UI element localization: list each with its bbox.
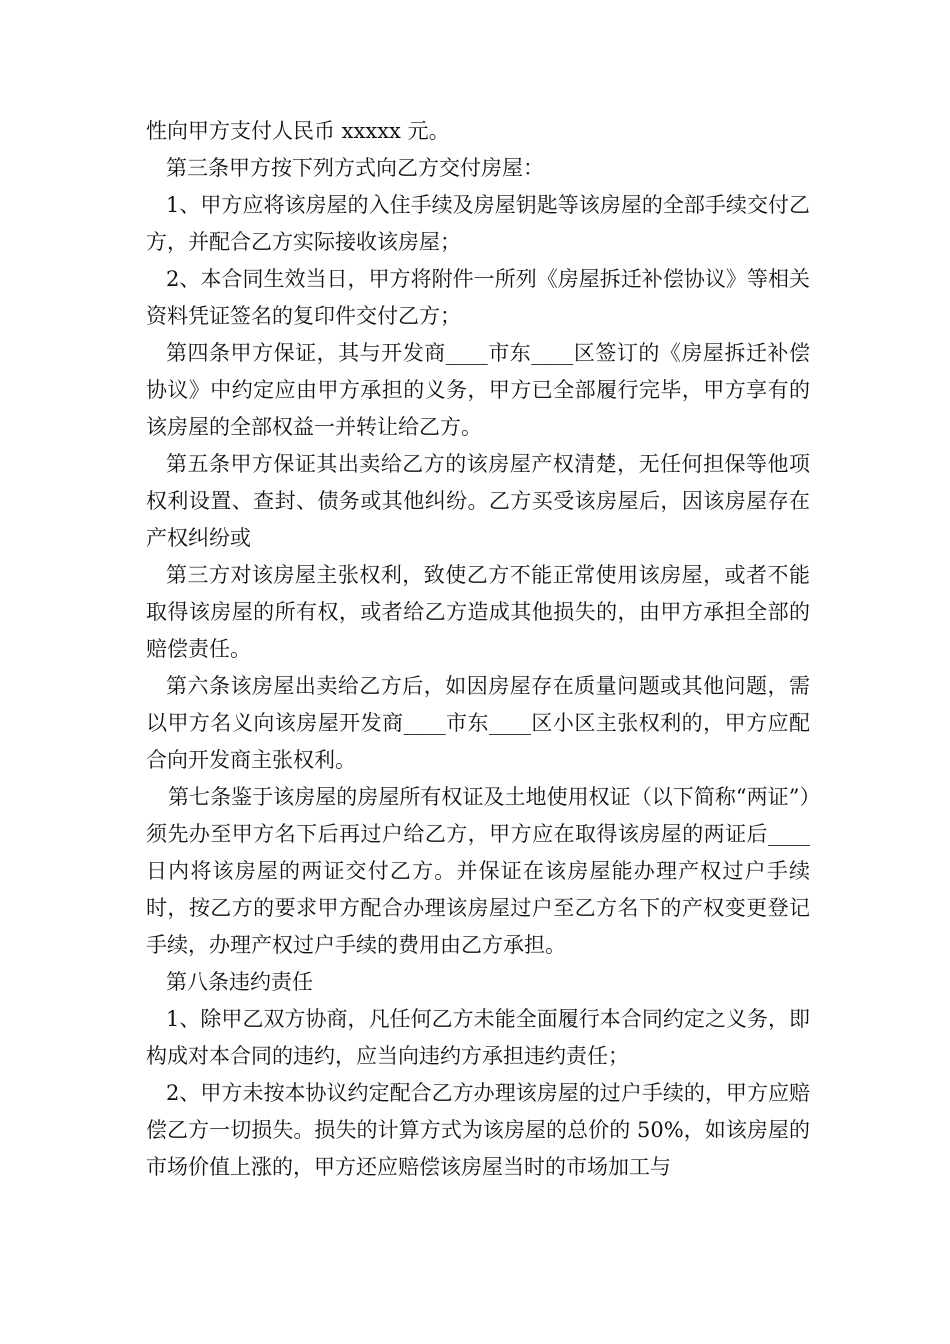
paragraph-article-3-item-1: 1、甲方应将该房屋的入住手续及房屋钥匙等该房屋的全部手续交付乙方，并配合乙方实际接收该房屋；	[146, 193, 810, 254]
paragraph-article-4: 第四条甲方保证，其与开发商____市东____区签订的《房屋拆迁补偿协议》中约定应由甲方承担的义务，甲方已全部履行完毕，甲方享有的该房屋的全部权益一并转让给乙方。	[146, 341, 810, 439]
document-body	[146, 113, 810, 1186]
paragraph-article-6: 第六条该房屋出卖给乙方后，如因房屋存在质量问题或其他问题，需以甲方名义向该房屋开发商____市东____区小区主张权利的，甲方应配合向开发商主张权利。	[146, 674, 810, 772]
paragraph-article-7: 第七条鉴于该房屋的房屋所有权证及土地使用权证（以下简称“两证”）须先办至甲方名下后再过户给乙方，甲方应在取得该房屋的两证后____日内将该房屋的两证交付乙方。并保证在该房屋能办理产权过户手续时，按乙方的要求甲方配合办理该房屋过户至乙方名下的产权变更登记手续，办理产权过户手续的费用由乙方承担。	[146, 785, 810, 957]
paragraph-article-5: 第五条甲方保证其出卖给乙方的该房屋产权清楚，无任何担保等他项权利设置、查封、债务或其他纠纷。乙方买受该房屋后，因该房屋存在产权纠纷或	[146, 452, 810, 550]
paragraph-article-3-heading: 第三条甲方按下列方式向乙方交付房屋：	[166, 156, 544, 180]
paragraph-article-5-continued: 第三方对该房屋主张权利，致使乙方不能正常使用该房屋，或者不能取得该房屋的所有权，或者给乙方造成其他损失的，由甲方承担全部的赔偿责任。	[146, 563, 810, 661]
paragraph-article-8-item-1: 1、除甲乙双方协商，凡任何乙方未能全面履行本合同约定之义务，即构成对本合同的违约，应当向违约方承担违约责任；	[146, 1007, 810, 1068]
paragraph-article-3-item-2: 2、本合同生效当日，甲方将附件一所列《房屋拆迁补偿协议》等相关资料凭证签名的复印件交付乙方；	[146, 267, 810, 328]
paragraph-article-8-heading: 第八条违约责任	[166, 970, 313, 994]
paragraph-article-8-item-2: 2、甲方未按本协议约定配合乙方办理该房屋的过户手续的，甲方应赔偿乙方一切损失。损失的计算方式为该房屋的总价的 50%，如该房屋的市场价值上涨的，甲方还应赔偿该房屋当时的市场加工与	[146, 1081, 810, 1179]
paragraph-payment-continuation: 性向甲方支付人民币 xxxxx 元。	[146, 119, 450, 143]
